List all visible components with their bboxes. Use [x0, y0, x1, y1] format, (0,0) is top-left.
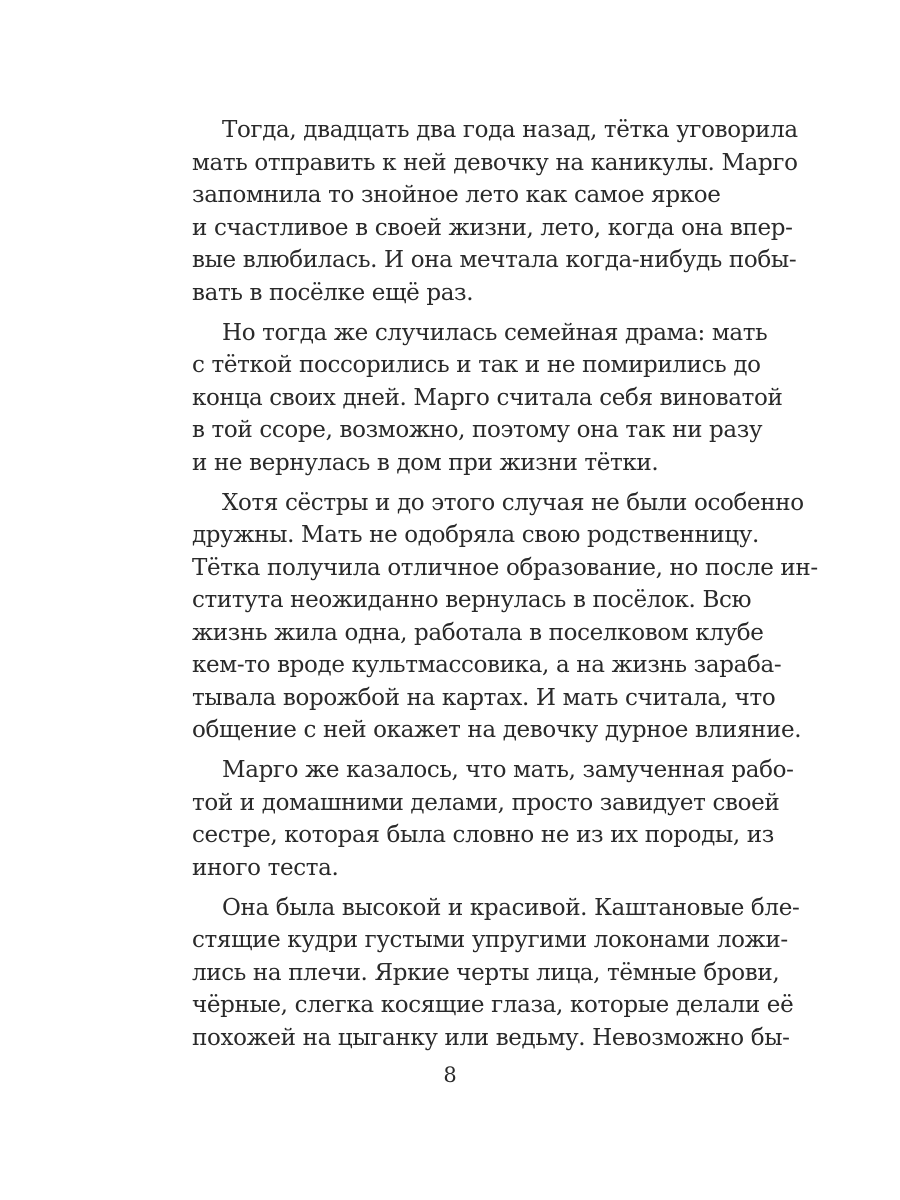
text-line: Хотя сёстры и до этого случая не были особенно — [222, 489, 804, 516]
paragraph — [192, 892, 800, 1055]
paragraph — [192, 754, 794, 884]
text-line: Тогда, двадцать два года назад, тётка уговорила — [222, 117, 798, 143]
text-line: ститута неожиданно вернулась в посёлок. Всю — [192, 587, 752, 613]
text-line: стящие кудри густыми упругими локонами ложи- — [192, 927, 788, 953]
text-line: и счастливое в своей жизни, лето, когда она впер- — [192, 214, 793, 241]
text-line: запомнила то знойное лето как самое яркое — [192, 182, 721, 208]
text-line: тывала ворожбой на картах. И мать считала, что — [192, 684, 776, 711]
text-line: той и домашними делами, просто завидует своей — [192, 789, 780, 816]
text-line: лись на плечи. Яркие черты лица, тёмные брови, — [192, 959, 780, 986]
text-line: и не вернулась в дом при жизни тётки. — [192, 449, 659, 476]
text-line: Но тогда же случилась семейная драма: мать — [222, 319, 768, 346]
paragraph-gap — [192, 747, 720, 755]
page-number: 8 — [443, 1063, 457, 1087]
paragraph-gap — [192, 309, 720, 317]
text-line: иного теста. — [192, 854, 339, 881]
text-line: мать отправить к ней девочку на каникулы. Марго — [192, 149, 798, 176]
text-line: Тётка получила отличное образование, но после ин- — [192, 554, 818, 581]
text-line: в той ссоре, возможно, поэтому она так ни разу — [192, 417, 763, 443]
text-line: конца своих дней. Марго считала себя виноватой — [192, 384, 783, 411]
text-line: Марго же казалось, что мать, замученная рабо- — [222, 757, 794, 783]
text-line: сестре, которая была словно не из их породы, из — [192, 822, 774, 848]
body-text — [192, 114, 818, 1054]
text-line: с тёткой поссорились и так и не помирились до — [192, 352, 761, 378]
paragraph — [192, 487, 818, 747]
text-line: вые влюбилась. И она мечтала когда-нибудь побы- — [192, 247, 797, 273]
text-line: жизнь жила одна, работала в поселковом клубе — [192, 619, 764, 646]
text-line: чёрные, слегка косящие глаза, которые делали её — [192, 992, 794, 1018]
text-line: кем-то вроде культмассовика, а на жизнь зараба- — [192, 652, 782, 678]
paragraph-gap — [192, 884, 720, 892]
paragraph — [192, 114, 798, 309]
text-line: Она была высокой и красивой. Каштановые бле- — [222, 894, 800, 921]
paragraph-gap — [192, 479, 720, 487]
text-line: дружны. Мать не одобряла свою родственницу. — [192, 522, 759, 548]
text-line: вать в посёлке ещё раз. — [192, 279, 474, 306]
paragraph — [192, 317, 783, 480]
text-line: похожей на цыганку или ведьму. Невозможно бы- — [192, 1024, 790, 1051]
text-line: общение с ней окажет на девочку дурное влияние. — [192, 717, 802, 743]
